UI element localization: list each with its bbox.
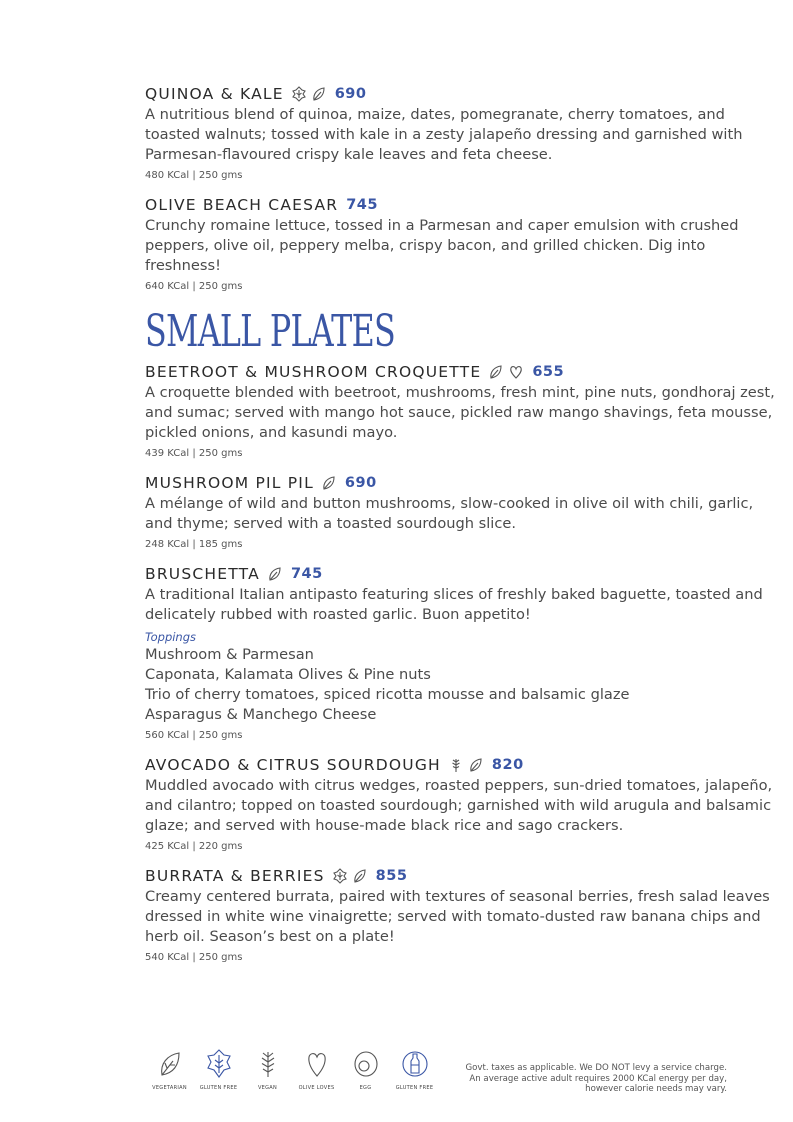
item-description: A mélange of wild and button mushrooms, slow-cooked in olive oil with chili, garlic, and thyme; served with a toasted sourdough slice. <box>145 495 754 532</box>
item-description: Crunchy romaine lettuce, tossed in a Parmesan and caper emulsion with crushed peppers, olive oil, peppery melba, crispy bacon, and grilled chicken. Dig into freshness! <box>145 217 739 274</box>
item-nutrition: 439 KCal | 250 gms <box>145 448 243 459</box>
item-price: 690 <box>334 86 367 102</box>
menu-item <box>145 866 775 963</box>
menu-item <box>145 755 775 852</box>
item-name: AVOCADO & CITRUS SOURDOUGH <box>145 756 441 774</box>
olive-loves-icon <box>303 1048 331 1080</box>
menu-item <box>145 195 775 292</box>
gluten-free-icon <box>291 86 307 102</box>
vegetarian-icon <box>311 86 327 102</box>
menu-item <box>145 84 775 181</box>
item-description: Muddled avocado with citrus wedges, roasted peppers, sun-dried tomatoes, jalapeño, and cilantro; topped on toasted sourdough; garnished with wild arugula and balsamic glaze; and served with house-made black rice and sago crackers. <box>145 777 773 834</box>
gluten-free-bottle-icon <box>401 1048 429 1080</box>
olive-loves-icon <box>508 364 524 380</box>
vegetarian-icon <box>468 757 484 773</box>
item-name: MUSHROOM PIL PIL <box>145 474 314 492</box>
vegan-icon <box>448 757 464 773</box>
item-description: Creamy centered burrata, paired with textures of seasonal berries, fresh salad leaves dressed in white wine vinaigrette; served with tomato-dusted raw banana chips and herb oil. Season’s best on a plate! <box>145 888 770 945</box>
legend-item: EGG <box>341 1048 390 1092</box>
item-header <box>145 84 775 104</box>
item-nutrition: 248 KCal | 185 gms <box>145 539 243 550</box>
gluten-free-icon <box>332 868 348 884</box>
item-price: 855 <box>375 868 408 884</box>
legend-item: GLUTEN FREE <box>390 1048 439 1092</box>
item-description: A croquette blended with beetroot, mushrooms, fresh mint, pine nuts, gondhoraj zest, and sumac; served with mango hot sauce, pickled raw mango shavings, feta mousse, pickled onions, and kasundi mayo. <box>145 384 775 441</box>
egg-icon <box>352 1048 380 1080</box>
item-name: BRUSCHETTA <box>145 565 260 583</box>
item-price: 745 <box>346 197 378 213</box>
diet-legend <box>145 1048 439 1092</box>
vegan-icon <box>254 1048 282 1080</box>
menu-item <box>145 362 775 459</box>
menu-page <box>145 84 775 977</box>
menu-item <box>145 564 775 741</box>
vegetarian-icon <box>488 364 504 380</box>
item-nutrition: 480 KCal | 250 gms <box>145 170 243 181</box>
item-description: A traditional Italian antipasto featuring slices of freshly baked baguette, toasted and delicately rubbed with roasted garlic. Buon appetito! <box>145 586 763 623</box>
topping: Trio of cherry tomatoes, spiced ricotta mousse and balsamic glaze <box>145 686 630 703</box>
vegetarian-icon <box>267 566 283 582</box>
topping: Caponata, Kalamata Olives & Pine nuts <box>145 666 431 683</box>
item-nutrition: 425 KCal | 220 gms <box>145 841 243 852</box>
vegetarian-icon <box>321 475 337 491</box>
legend-item: GLUTEN FREE <box>194 1048 243 1092</box>
legend-item: VEGETARIAN <box>145 1048 194 1092</box>
legend-item: OLIVE LOVES <box>292 1048 341 1092</box>
menu-item <box>145 473 775 550</box>
item-price: 655 <box>532 364 565 380</box>
item-price: 690 <box>344 475 377 491</box>
legend-item: VEGAN <box>243 1048 292 1092</box>
gluten-free-icon <box>205 1048 233 1080</box>
item-name: OLIVE BEACH CAESAR <box>145 196 339 214</box>
item-nutrition: 640 KCal | 250 gms <box>145 281 243 292</box>
item-name: BEETROOT & MUSHROOM CROQUETTE <box>145 363 482 381</box>
item-nutrition: 560 KCal | 250 gms <box>145 730 243 741</box>
item-description: A nutritious blend of quinoa, maize, dates, pomegranate, cherry tomatoes, and toasted walnuts; tossed with kale in a zesty jalapeño dressing and garnished with Parmesan-flavoured crispy kale leaves and feta cheese. <box>145 106 743 163</box>
item-nutrition: 540 KCal | 250 gms <box>145 952 243 963</box>
topping: Mushroom & Parmesan <box>145 646 314 663</box>
item-price: 820 <box>491 757 524 773</box>
item-price: 745 <box>290 566 323 582</box>
item-name: BURRATA & BERRIES <box>145 867 325 885</box>
vegetarian-icon <box>156 1048 184 1080</box>
toppings-label: Toppings <box>145 630 197 644</box>
vegetarian-icon <box>352 868 368 884</box>
footnote: Govt. taxes as applicable. We DO NOT levy a service charge. An average active adult requires 2000 KCal energy per day, however calorie needs may vary. <box>465 1063 727 1094</box>
topping: Asparagus & Manchego Cheese <box>145 706 377 723</box>
item-name: QUINOA & KALE <box>145 85 284 103</box>
section-title: SMALL PLATES <box>145 306 395 357</box>
